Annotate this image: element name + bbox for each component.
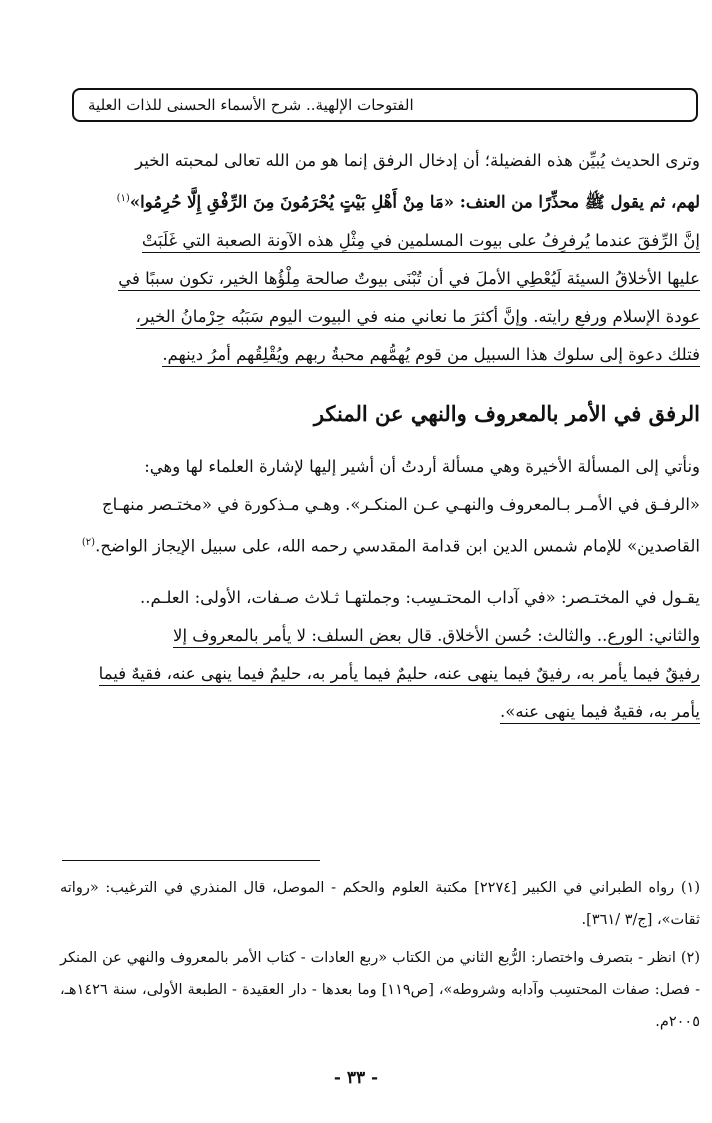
main-text [60, 142, 700, 745]
paragraph-text: القاصدين» للإمام شمس الدين ابن قدامة المقدسي رحمه الله، على سبيل الإيجاز الواضح. [95, 536, 700, 555]
paragraph-line [60, 260, 700, 298]
paragraph-line [60, 298, 700, 336]
footnote-divider [62, 860, 320, 861]
running-header [72, 88, 698, 122]
footnotes [60, 872, 700, 1044]
paragraph-line [60, 524, 700, 566]
footnote-1: (١) رواه الطبراني في الكبير [٢٢٧٤] مكتبة العلوم والحكم - الموصل، قال المنذري في الترغيب: «رواته ثقات»، [ج/٣ /٣٦١]. [60, 880, 700, 928]
underlined-text: والثاني: الورع.. والثالث: حُسن الأخلاق. قال بعض السلف: لا يأمر بالمعروف إلا [173, 626, 700, 648]
paragraph-1 [60, 142, 700, 374]
paragraph-line [60, 655, 700, 693]
hadith-quote: لهم، ثم يقول ﷺ محذِّرًا من العنف: «مَا مِنْ أَهْلِ بَيْتٍ يُحْرَمُونَ مِنَ الرِّفْقِ إِلَّا حُرِمُوا» [129, 192, 700, 212]
paragraph-line [60, 180, 700, 222]
paragraph-line [60, 222, 700, 260]
paragraph-2 [60, 448, 700, 566]
page-number: - ٣٣ - [333, 1068, 379, 1088]
paragraph-line: يقـول في المختـصر: «في آداب المحتـسِب: وجملتهـا ثـلاث صـفات، الأولى: العلـم.. [140, 588, 700, 607]
underlined-text: فتلك دعوة إلى سلوك هذا السبيل من قوم يُهمُّهم محبةُ ربهم ويُقْلِقُهم أمرُ دينهم. [162, 345, 700, 367]
paragraph-line [60, 336, 700, 374]
paragraph-line: ونأتي إلى المسألة الأخيرة وهي مسألة أردتُ أن أشير إليها لإشارة العلماء لها وهي: [144, 456, 700, 476]
footnote-2: (٢) انظر - بتصرف واختصار: الرُّبع الثاني من الكتاب «ربع العادات - كتاب الأمر بالمعروف والنهي عن المنكر - فصل: صفات المحتسِب وآدابه وشروطه»، [ص١١٩] وما بعدها - دار العقيدة - الطبعة الأولى، سنة ١٤٢٦هـ، ٢٠٠٥م. [60, 950, 700, 1030]
paragraph-line [60, 693, 700, 731]
underlined-text: عودة الإسلام ورفعِ رايته. وإنَّ أكثرَ ما نعاني منه في البيوت اليوم سَبَبُه حِرْمانُ الخير، [136, 307, 700, 329]
paragraph-line: «الرفـق في الأمـر بـالمعروف والنهـي عـن المنكـر». وهـي مـذكورة في «مختـصر منهـاج [101, 494, 700, 514]
underlined-text: عليها الأخلاقُ السيئة لَيُعْطِي الأملَ في أن تُبْنَى بيوتٌ صالحة مِلْؤُها الخير، تكون سببًا في [118, 269, 700, 291]
paragraph-line: وترى الحديث يُبيِّن هذه الفضيلة؛ أن إدخال الرفق إنما هو من الله تعالى لمحبته الخير [135, 151, 700, 170]
underlined-text: إنَّ الرِّفقَ عندما يُرفرِفُ على بيوت المسلمين في مِثْلِ هذه الآونة الصعبة التي غَلَبَتْ [142, 231, 700, 253]
section-heading: الرفق في الأمر بالمعروف والنهي عن المنكر [313, 400, 700, 426]
paragraph-3 [60, 579, 700, 731]
paragraph-line [60, 617, 700, 655]
underlined-text: رفيقٌ فيما يأمر به، رفيقٌ فيما ينهى عنه، حليمٌ فيما يأمر به، حليمٌ فيما ينهى عنه، فقيهٌ فيما [99, 664, 700, 686]
underlined-text: يأمر به، فقيهٌ فيما ينهى عنه». [500, 702, 700, 724]
footnote-marker: (٢) [81, 536, 96, 548]
footnote-marker: (١) [116, 193, 130, 204]
header-title: الفتوحات الإلهية.. شرح الأسماء الحسنى للذات العلية [88, 96, 414, 114]
